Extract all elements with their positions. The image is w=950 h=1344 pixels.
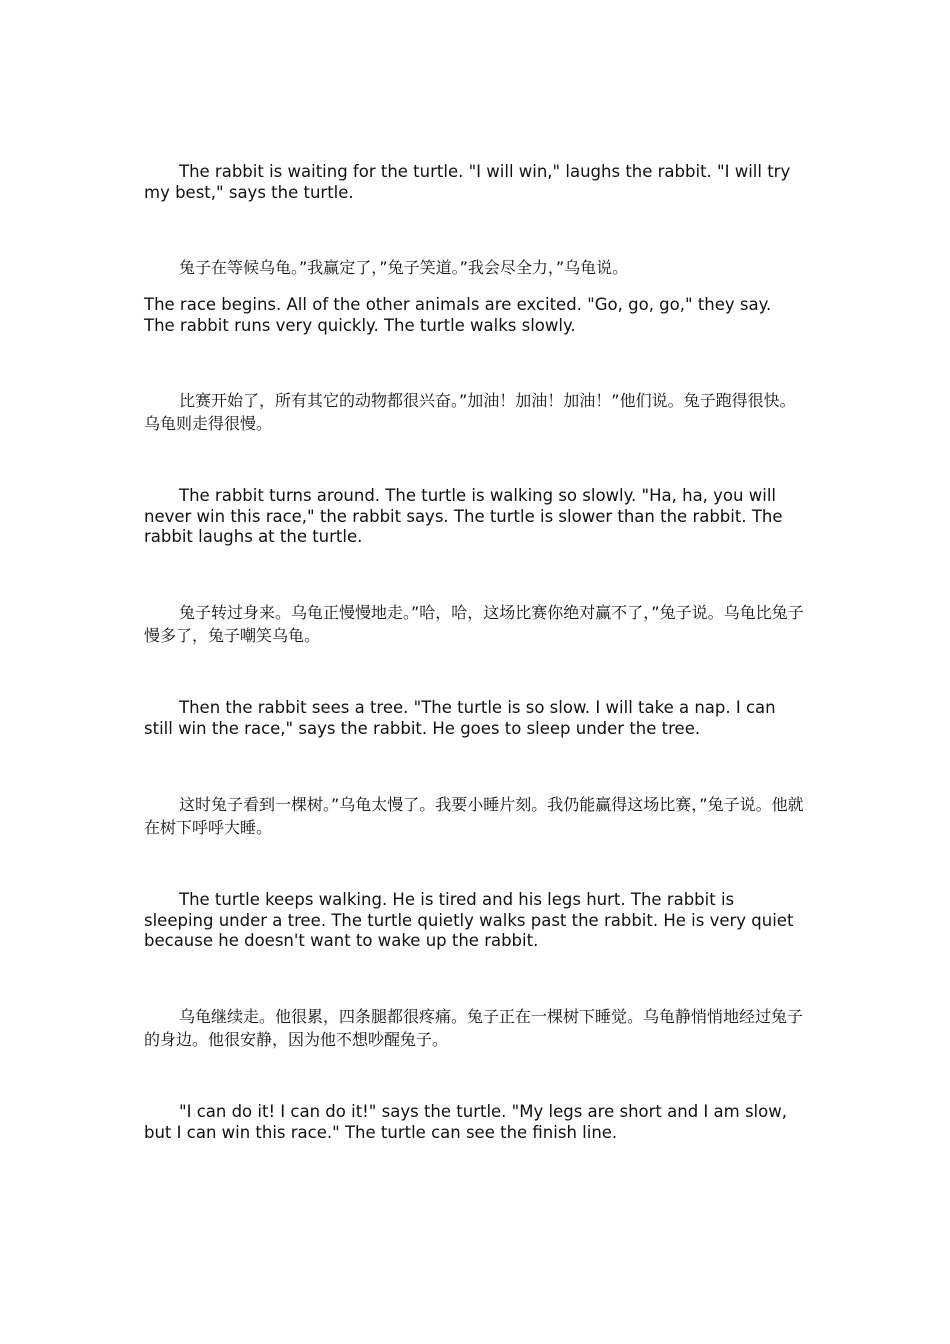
- paragraph-zh-3: 兔子转过身来。乌龟正慢慢地走。”哈，哈，这场比赛你绝对赢不了，”兔子说。乌龟比兔子慢多了，兔子嘲笑乌龟。: [144, 603, 804, 645]
- paragraph-en-4: Then the rabbit sees a tree. "The turtle is so slow. I will take a nap. I can still win the race," says the rabbit. He goes to sleep under the tree.: [144, 698, 776, 738]
- paragraph-en-1: The rabbit is waiting for the turtle. "I will win," laughs the rabbit. "I will try my best," says the turtle.: [144, 162, 791, 202]
- paragraph-en-3: The rabbit turns around. The turtle is walking so slowly. "Ha, ha, you will never win this race," the rabbit says. The turtle is slower than the rabbit. The rabbit laughs at the turtle.: [144, 486, 783, 546]
- paragraph-zh-2: 比赛开始了，所有其它的动物都很兴奋。”加油！加油！加油！”他们说。兔子跑得很快。乌龟则走得很慢。: [144, 391, 796, 433]
- paragraph-zh-5: 乌龟继续走。他很累，四条腿都很疼痛。兔子正在一棵树下睡觉。乌龟静悄悄地经过兔子的身边。他很安静，因为他不想吵醒兔子。: [144, 1007, 804, 1049]
- paragraph-en-2: The race begins. All of the other animals are excited. "Go, go, go," they say. The rabbit runs very quickly. The turtle walks slowly.: [144, 295, 772, 335]
- paragraph-zh-4: 这时兔子看到一棵树。”乌龟太慢了。我要小睡片刻。我仍能赢得这场比赛，”兔子说。他就在树下呼呼大睡。: [144, 795, 804, 837]
- paragraph-en-5: The turtle keeps walking. He is tired and his legs hurt. The rabbit is sleeping under a tree. The turtle quietly walks past the rabbit. He is very quiet because he doesn't want to wake up the rabbit.: [144, 890, 794, 950]
- paragraph-zh-1: 兔子在等候乌龟。”我赢定了，”兔子笑道。”我会尽全力，”乌龟说。: [179, 258, 629, 277]
- paragraph-en-6: "I can do it! I can do it!" says the turtle. "My legs are short and I am slow, but I can win this race." The turtle can see the finish line.: [144, 1102, 787, 1142]
